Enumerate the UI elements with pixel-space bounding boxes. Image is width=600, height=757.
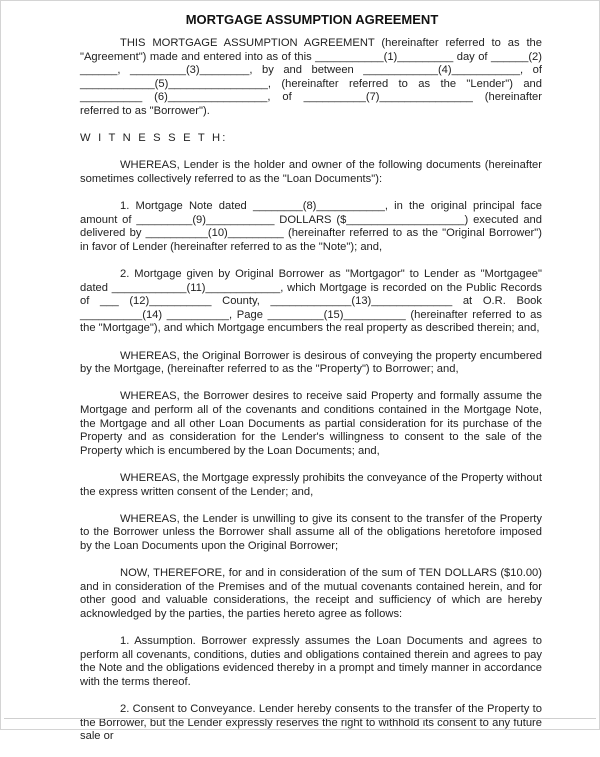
whereas-paragraph-5: WHEREAS, the Lender is unwilling to give its consent to the transfer of the Property to the Borrower unless the Borrower shall assume all of the obligations heretofore imposed by the Loan Documents upon the Original Borrower;: [80, 512, 542, 552]
document-title: MORTGAGE ASSUMPTION AGREEMENT: [185, 12, 439, 27]
now-therefore-paragraph: NOW, THEREFORE, for and in consideration of the sum of TEN DOLLARS ($10.00) and in consideration of the Premises and of the mutual covenants contained herein, and for other good and valuable considerations, the receipt and sufficiency of which are hereby acknowledged by the parties, the parties hereto agree as follows:: [80, 567, 542, 620]
whereas-paragraph-3: WHEREAS, the Borrower desires to receive said Property and formally assume the Mortgage and perform all of the covenants and conditions contained in the Mortgage Note, the Mortgage and all other Loan Documents as partial consideration for its purchase of the Property and as consideration for the Lender's willingness to consent to the sale of the Property which is encumbered by the Loan Documents; and,: [80, 390, 542, 457]
loan-document-item-1: 1. Mortgage Note dated ________(8)___________, in the original principal face amount of _________(9)___________ DOLLARS ($___________________) executed and delivered by __________(10)_________ (hereinafter referred to as the "Original Borrower") in favor of Lender (hereinafter referred to as the "Note"); and,: [80, 200, 542, 253]
page-bottom-divider: [4, 718, 596, 719]
clause-assumption: 1. Assumption. Borrower expressly assumes the Loan Documents and agrees to perform all covenants, conditions, duties and obligations contained therein and agrees to pay the Note and the obligations evidenced thereby in a prompt and timely manner in accordance with the terms thereof.: [80, 635, 542, 688]
whereas-paragraph-4: WHEREAS, the Mortgage expressly prohibits the conveyance of the Property without the express written consent of the Lender; and,: [80, 472, 542, 498]
document-body: [80, 12, 542, 757]
clause-consent-to-conveyance: 2. Consent to Conveyance. Lender hereby consents to the transfer of the Property to the Borrower, but the Lender expressly reserves the right to withhold its consent to any future sale or: [80, 703, 542, 743]
intro-paragraph: THIS MORTGAGE ASSUMPTION AGREEMENT (hereinafter referred to as the "Agreement") made and entered into as of this ___________(1)_________ day of ______(2) ______, _________(3)________, by and between ____________(4)___________, of ____________(5)________________, (hereinafter referred to as the "Lender") and __________ (6)________________, of __________(7)_______________ (hereinafter referred to as "Borrower").: [80, 37, 542, 117]
loan-document-item-2: 2. Mortgage given by Original Borrower as "Mortgagor" to Lender as "Mortgagee" dated ____________(11)____________, which Mortgage is recorded on the Public Records of ___ (12)__________ County, _____________(13)_____________ at O.R. Book __________(14) __________, Page _________(15)__________ (hereinafter referred to as the "Mortgage"), and which Mortgage encumbers the real property as described therein; and,: [80, 268, 542, 335]
whereas-paragraph-2: WHEREAS, the Original Borrower is desirous of conveying the property encumbered by the Mortgage, (hereinafter referred to as the "Property") to Borrower; and,: [80, 349, 542, 376]
witnesseth-heading: W I T N E S S E T H:: [80, 132, 228, 145]
whereas-paragraph-1: WHEREAS, Lender is the holder and owner of the following documents (hereinafter sometimes collectively referred to as the "Loan Documents"):: [80, 159, 542, 185]
